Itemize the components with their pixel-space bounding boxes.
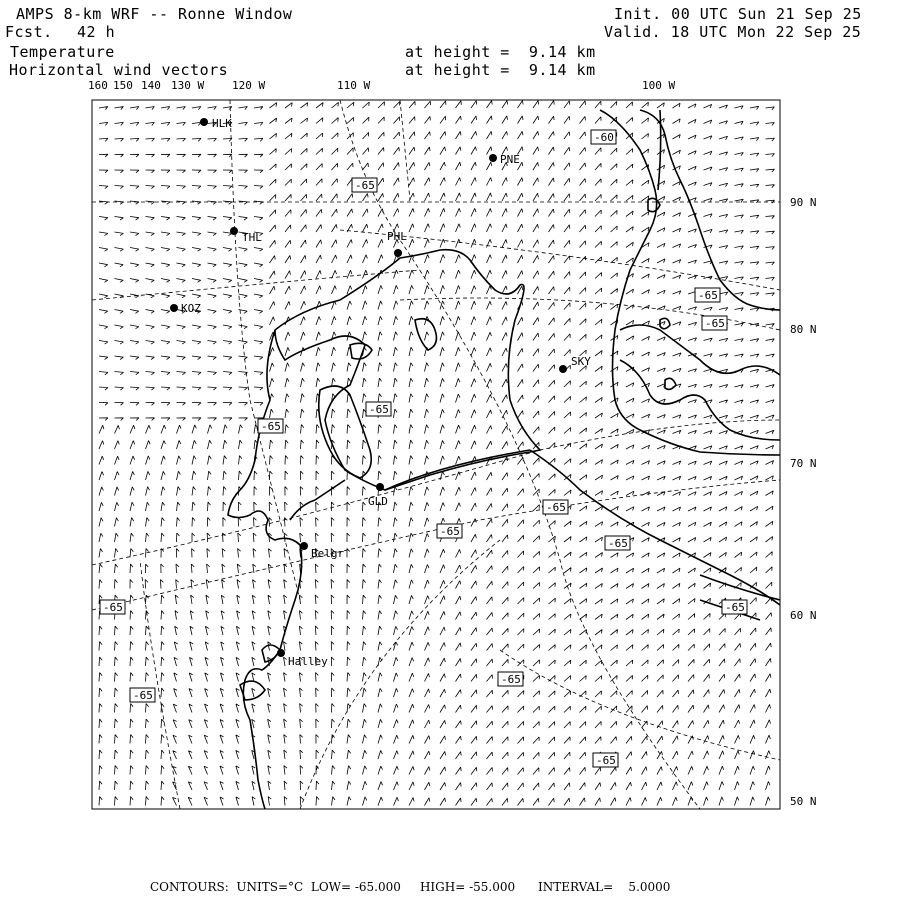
lon-label-120w: 120 W (232, 79, 266, 92)
height-1: at height = 9.14 km (405, 43, 596, 61)
svg-text:-65: -65 (596, 754, 616, 767)
svg-text:-65: -65 (725, 601, 745, 614)
contour-label (352, 178, 377, 192)
svg-text:KOZ: KOZ (181, 302, 201, 315)
svg-text:-65: -65 (546, 501, 566, 514)
forecast-value: 42 h (77, 23, 116, 41)
lon-label-140: 140 (141, 79, 161, 92)
lat-labels (790, 196, 817, 808)
height-2: at height = 9.14 km (405, 61, 596, 79)
lon-label-100w: 100 W (642, 79, 676, 92)
contour-label (591, 130, 616, 144)
contour-label (366, 402, 391, 416)
contour-labels (100, 130, 747, 767)
station-gld (368, 483, 388, 508)
lon-label-150: 150 (113, 79, 133, 92)
lat-label-50n: 50 N (790, 795, 817, 808)
map-frame (92, 100, 780, 809)
svg-text:-65: -65 (355, 179, 375, 192)
contour-legend: CONTOURS: UNITS=°C LOW= -65.000 HIGH= -55.000 INTERVAL= 5.0000 (150, 880, 671, 894)
lat-label-90n: 90 N (790, 196, 817, 209)
lat-label-80n: 80 N (790, 323, 817, 336)
contour-label (722, 600, 747, 614)
map-title: AMPS 8-km WRF -- Ronne Window (16, 5, 293, 23)
svg-text:-65: -65 (698, 289, 718, 302)
contour-label (130, 688, 155, 702)
svg-text:-65: -65 (608, 537, 628, 550)
valid-time: Valid. 18 UTC Mon 22 Sep 25 (604, 23, 862, 41)
svg-text:HLK: HLK (212, 117, 232, 130)
contour-label (437, 524, 462, 538)
contour-label (543, 500, 568, 514)
contour-label (498, 672, 523, 686)
contour-label (702, 316, 727, 330)
lon-label-110w: 110 W (337, 79, 371, 92)
svg-text:-65: -65 (133, 689, 153, 702)
svg-text:-65: -65 (440, 525, 460, 538)
svg-text:THL: THL (242, 231, 262, 244)
svg-text:SKY: SKY (571, 355, 591, 368)
contour-label (593, 753, 618, 767)
svg-text:PHL: PHL (387, 230, 407, 243)
lat-label-60n: 60 N (790, 609, 817, 622)
svg-text:-65: -65 (705, 317, 725, 330)
forecast-label: Fcst. (5, 23, 53, 41)
station-koz (170, 302, 201, 315)
wind-vector-field (99, 101, 775, 806)
init-time: Init. 00 UTC Sun 21 Sep 25 (614, 5, 862, 23)
station-phl (387, 230, 407, 257)
contour-label (258, 419, 283, 433)
station-sky (559, 355, 591, 373)
contour-label (605, 536, 630, 550)
station-belgr (300, 542, 344, 560)
lon-label-160: 160 (88, 79, 108, 92)
svg-text:-60: -60 (594, 131, 614, 144)
coastline (228, 110, 780, 809)
svg-text:-65: -65 (103, 601, 123, 614)
field-wind: Horizontal wind vectors (9, 61, 229, 79)
contour-label (695, 288, 720, 302)
station-pne (489, 153, 520, 166)
svg-text:PNE: PNE (500, 153, 520, 166)
svg-text:-65: -65 (501, 673, 521, 686)
station-hlk (200, 117, 232, 130)
lat-label-70n: 70 N (790, 457, 817, 470)
svg-text:-65: -65 (261, 420, 281, 433)
graticule (92, 100, 780, 809)
svg-text:GLD: GLD (368, 495, 388, 508)
wind-vectors (99, 101, 775, 806)
svg-text:Halley: Halley (288, 655, 328, 668)
contour-label (100, 600, 125, 614)
lon-label-130w: 130 W (171, 79, 205, 92)
field-temperature: Temperature (10, 43, 115, 61)
svg-text:Belgr: Belgr (311, 547, 345, 560)
lon-labels (88, 79, 675, 92)
svg-text:-65: -65 (369, 403, 389, 416)
